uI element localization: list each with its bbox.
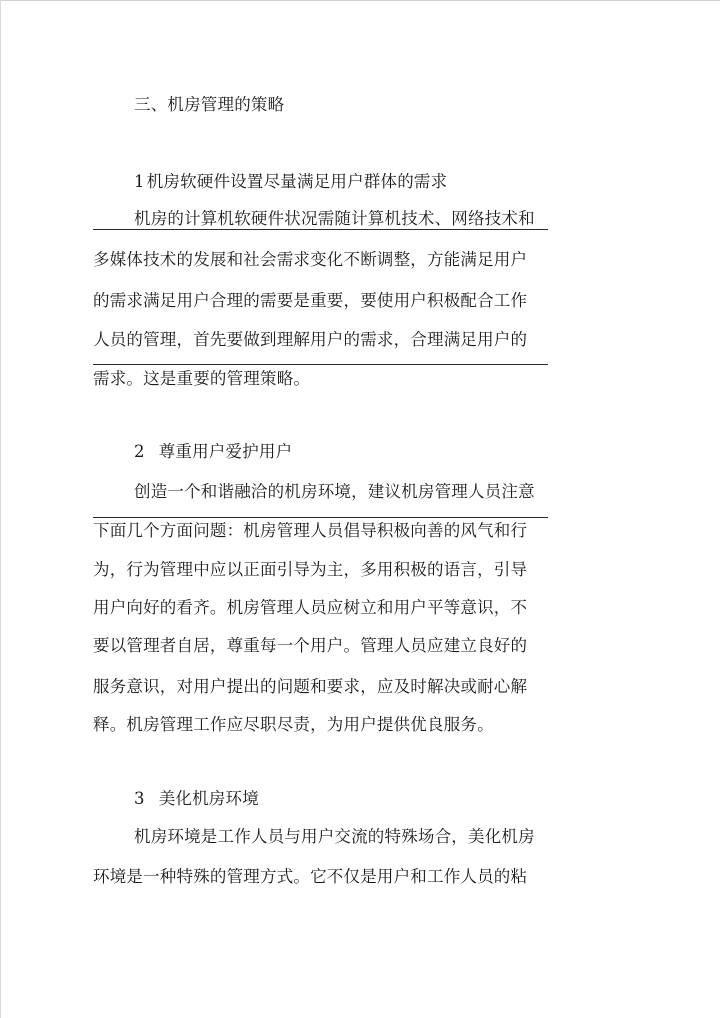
page-edge-left: [0, 0, 1, 1018]
paragraph-2-line-7: 释。机房管理工作应尽职尽责，为用户提供优良服务。: [93, 715, 494, 734]
subsection-1-number: 1: [134, 172, 145, 191]
subsection-1-title: 机房软硬件设置尽量满足用户群体的需求: [146, 172, 448, 191]
paragraph-3-line-2: 环境是一种特殊的管理方式。它不仅是用户和工作人员的粘: [93, 867, 528, 886]
underline-rule: [93, 364, 548, 365]
paragraph-2-line-6: 服务意识，对用户提出的问题和要求，应及时解决或耐心解: [93, 677, 528, 696]
section-heading: 三、机房管理的策略: [134, 95, 285, 114]
paragraph-1-line-2: 多媒体技术的发展和社会需求变化不断调整，方能满足用户: [93, 250, 528, 269]
subsection-2-number: 2: [134, 442, 145, 461]
paragraph-1-line-1: 机房的计算机软硬件状况需随计算机技术、网络技术和: [134, 209, 535, 228]
underline-rule: [93, 229, 548, 230]
subsection-3-number: 3: [134, 789, 145, 808]
paragraph-1-line-5: 需求。这是重要的管理策略。: [93, 369, 311, 388]
paragraph-2-line-1: 创造一个和谐融洽的机房环境，建议机房管理人员注意: [134, 482, 535, 501]
subsection-2-title: 尊重用户爱护用户: [158, 442, 293, 461]
paragraph-2-line-3: 为，行为管理中应以正面引导为主，多用积极的语言，引导: [93, 560, 528, 579]
subsection-3-title: 美化机房环境: [158, 789, 259, 808]
subsection-1-heading: [134, 172, 447, 192]
paragraph-1-line-4: 人员的管理，首先要做到理解用户的需求，合理满足用户的: [93, 330, 528, 349]
underline-rule: [93, 517, 548, 518]
page-edge-top: [0, 0, 720, 1]
paragraph-2-line-2: 下面几个方面问题：机房管理人员倡导积极向善的风气和行: [93, 521, 528, 540]
subsection-2-heading: [134, 442, 292, 462]
paragraph-2-line-4: 用户向好的看齐。机房管理人员应树立和用户平等意识，不: [93, 598, 528, 617]
paragraph-3-line-1: 机房环境是工作人员与用户交流的特殊场合，美化机房: [134, 827, 535, 846]
paragraph-2-line-5: 要以管理者自居，尊重每一个用户。管理人员应建立良好的: [93, 636, 528, 655]
subsection-3-heading: [134, 789, 259, 809]
paragraph-1-line-3: 的需求满足用户合理的需要是重要，要使用户积极配合工作: [93, 291, 528, 310]
